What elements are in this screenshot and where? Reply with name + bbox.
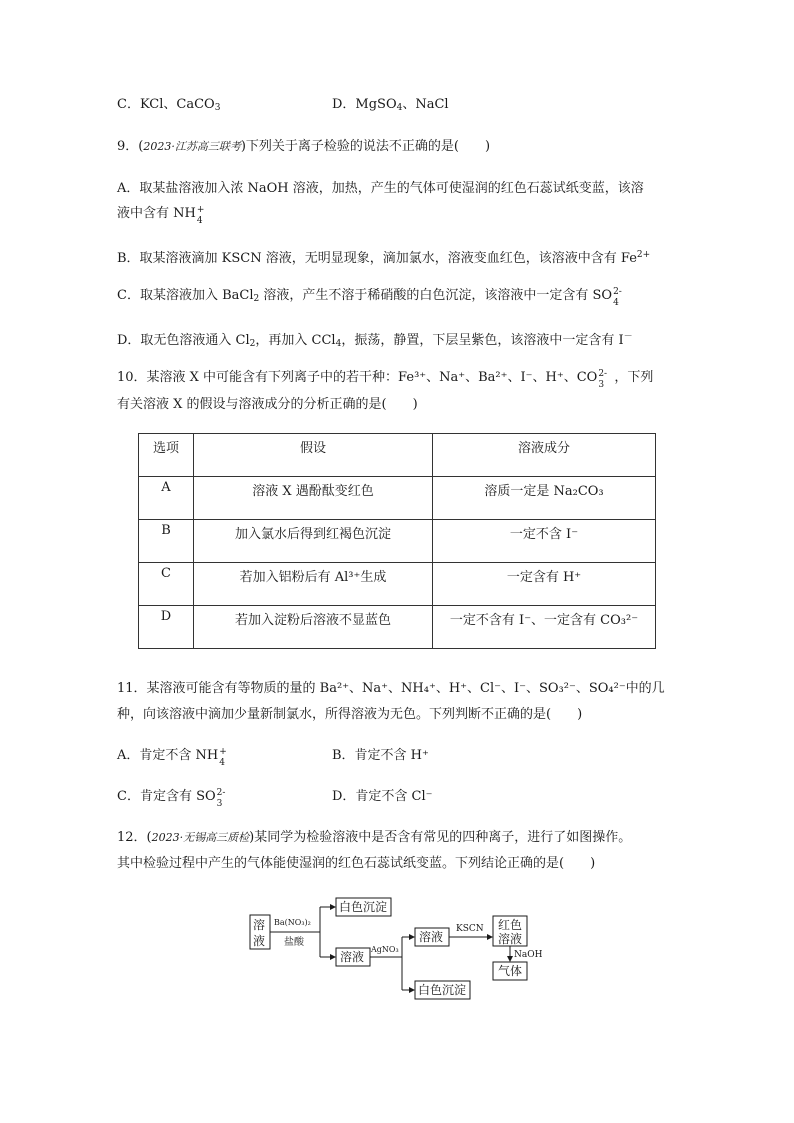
q9-option-a: A．取某盐溶液加入浓 NaOH 溶液，加热，产生的气体可使湿润的红色石蕊试纸变蓝，该溶 [117, 181, 644, 196]
table-header-cell: 假设 [194, 434, 433, 477]
q11-option-d: D．肯定不含 Cl⁻ [332, 789, 433, 804]
q10-stem-line1: 10．某溶液 X 中可能含有下列离子中的若干种：Fe³⁺、Na⁺、Ba²⁺、I⁻、H⁺、CO 2- 3 ，下列 [117, 369, 654, 390]
table-cell: 一定含有 H⁺ [433, 563, 656, 606]
table-row [139, 606, 656, 649]
q12-flow-diagram [240, 895, 560, 1005]
reagent-agno3: AgNO₃ [371, 945, 399, 954]
table-cell: 一定不含 I⁻ [433, 520, 656, 563]
q10-stem-line2: 有关溶液 X 的假设与溶液成分的分析正确的是( ) [117, 397, 418, 412]
table-cell: 加入氯水后得到红褐色沉淀 [194, 520, 433, 563]
table-cell: 若加入淀粉后溶液不显蓝色 [194, 606, 433, 649]
table-header-row [139, 434, 656, 477]
q11-stem-line1: 11．某溶液可能含有等物质的量的 Ba²⁺、Na⁺、NH₄⁺、H⁺、Cl⁻、I⁻、SO₃²⁻、SO₄²⁻中的几 [117, 681, 665, 696]
q11-option-c: C．肯定含有 SO 2- 3 [117, 788, 226, 809]
red-label-top: 红色 [498, 918, 523, 932]
table-cell: 溶液 X 遇酚酞变红色 [194, 477, 433, 520]
table-row [139, 477, 656, 520]
white-ppt-label-2: 白色沉淀 [418, 983, 467, 997]
table-row [139, 520, 656, 563]
solution-label-2: 溶液 [419, 930, 444, 944]
reagent-kscn: KSCN [456, 924, 484, 934]
table-header-cell: 溶液成分 [433, 434, 656, 477]
q9-stem: 9．(2023·江苏高三联考)下列关于离子检验的说法不正确的是( ) [117, 139, 491, 154]
table-row [139, 563, 656, 606]
table-cell: D [139, 606, 194, 649]
table-header-cell: 选项 [139, 434, 194, 477]
table-cell: 溶质一定是 Na₂CO₃ [433, 477, 656, 520]
table-cell: 若加入铝粉后有 Al³⁺生成 [194, 563, 433, 606]
q8-option-d: D．MgSO$_4$、NaCl [332, 97, 449, 113]
solution-label-1: 溶液 [340, 950, 365, 964]
q10-options-table [138, 433, 656, 649]
reagent-ba-no3: Ba(NO₃)₂ [274, 918, 311, 927]
q12-stem-line2: 其中检验过程中产生的气体能使湿润的红色石蕊试纸变蓝。下列结论正确的是( ) [117, 856, 596, 871]
q8-option-c: C．KCl、CaCO$_3$ [117, 97, 221, 113]
start-label-bottom: 液 [253, 934, 266, 948]
reagent-hcl: 盐酸 [284, 937, 304, 948]
q11-option-b: B．肯定不含 H⁺ [332, 748, 429, 763]
table-cell: C [139, 563, 194, 606]
table-cell: A [139, 477, 194, 520]
red-label-bottom: 溶液 [498, 932, 523, 946]
white-ppt-label-1: 白色沉淀 [339, 900, 388, 914]
q9-option-c: C．取某溶液加入 BaCl$_2$ 溶液，产生不溶于稀硝酸的白色沉淀，该溶液中一定含有 SO 2- 4 [117, 287, 622, 308]
start-label-top: 溶 [253, 918, 266, 932]
q9-option-d: D．取无色溶液通入 $Cl_2$，再加入 CCl$_4$，振荡，静置，下层呈紫色，该溶液中一定含有 I－ [117, 332, 633, 349]
q11-stem-line2: 种，向该溶液中滴加少量新制氯水，所得溶液为无色。下列判断不正确的是( ) [117, 707, 583, 722]
q9-option-a-cont: 液中含有 NH + 4 [117, 205, 205, 226]
gas-label: 气体 [498, 964, 523, 978]
reagent-naoh: NaOH [514, 950, 543, 960]
table-cell: B [139, 520, 194, 563]
q11-option-a: A．肯定不含 NH + 4 [117, 747, 227, 768]
table-cell: 一定不含有 I⁻、一定含有 CO₃²⁻ [433, 606, 656, 649]
q9-option-b: B．取某溶液滴加 KSCN 溶液，无明显现象，滴加氯水，溶液变血红色，该溶液中含有 $Fe^{2+}$ [117, 250, 651, 266]
q12-stem-line1: 12．(2023·无锡高三质检)某同学为检验溶液中是否含有常见的四种离子，进行了如图操作。 [117, 830, 632, 845]
